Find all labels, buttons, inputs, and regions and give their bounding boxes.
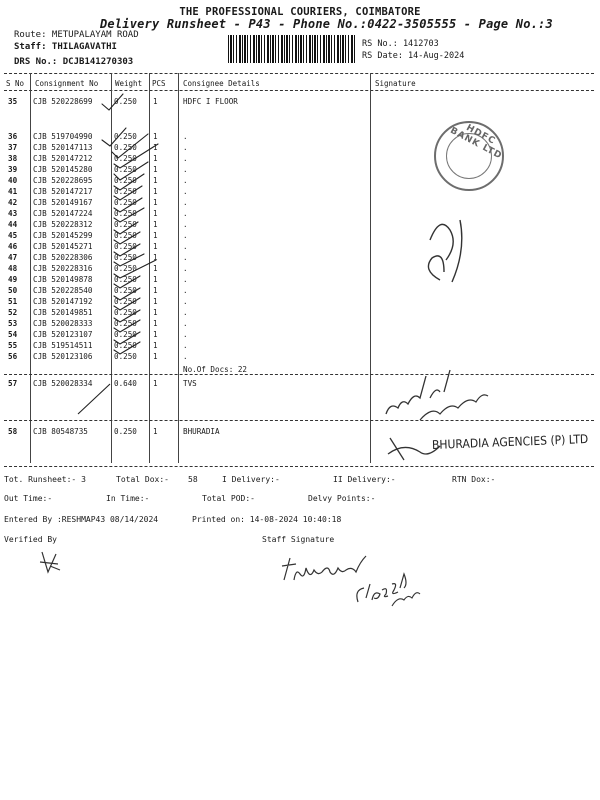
- check-icon: [114, 332, 140, 344]
- col-header-pcs: PCS: [152, 79, 166, 88]
- in-time: In Time:-: [106, 494, 150, 503]
- row-consignment: CJB 520145299: [33, 231, 93, 240]
- row-details: .: [183, 209, 188, 218]
- check-icon: [114, 244, 140, 256]
- header-bottom-rule: [4, 90, 594, 91]
- row-sno: 53: [8, 319, 18, 328]
- row-pcs: 1: [153, 176, 158, 185]
- col-header-weight: Weight: [115, 79, 143, 88]
- row-sno: 46: [8, 242, 18, 251]
- row-sno: 40: [8, 176, 18, 185]
- row-pcs: 1: [153, 427, 158, 436]
- route-label: Route: METUPALAYAM ROAD: [14, 30, 139, 40]
- hdfc-signature: [410, 210, 480, 290]
- row-sno: 37: [8, 143, 18, 152]
- row-weight: 0.250: [114, 242, 137, 251]
- row-pcs: 1: [153, 330, 158, 339]
- row-consignment: CJB 520149167: [33, 198, 93, 207]
- row-consignment: CJB 520228695: [33, 176, 93, 185]
- row-details: .: [183, 297, 188, 306]
- group-rule: [4, 374, 594, 375]
- row-consignment: CJB 520147192: [33, 297, 93, 306]
- row-details: .: [183, 220, 188, 229]
- row-pcs: 1: [153, 275, 158, 284]
- bank-stamp-text: HDFC BANK LTD: [448, 123, 504, 162]
- row-pcs: 1: [153, 352, 158, 361]
- row-details: .: [183, 242, 188, 251]
- check-icon: [114, 222, 138, 234]
- check-icon: [102, 128, 126, 146]
- printed-on: Printed on: 14-08-2024 10:40:18: [192, 515, 342, 524]
- row-details: .: [183, 198, 188, 207]
- runsheet-subtitle: Delivery Runsheet - P43 - Phone No.:0422-3505555 - Page No.:3: [100, 17, 553, 31]
- bhuradia-signature: [384, 432, 444, 466]
- row-pcs: 1: [153, 231, 158, 240]
- row-consignment: CJB 520228306: [33, 253, 93, 262]
- table-bottom-rule: [4, 466, 594, 467]
- row-sno: 58: [8, 427, 18, 436]
- row-sno: 49: [8, 275, 18, 284]
- row-details: .: [183, 352, 188, 361]
- total-dox-value: 58: [188, 475, 198, 484]
- row-sno: 57: [8, 379, 18, 388]
- row-details: .: [183, 253, 188, 262]
- verified-by: Verified By: [4, 535, 57, 544]
- tvs-tick: [70, 380, 130, 420]
- check-icon: [102, 94, 123, 110]
- row-details: .: [183, 319, 188, 328]
- row-sno: 56: [8, 352, 18, 361]
- row-consignment: CJB 520147224: [33, 209, 93, 218]
- row-pcs: 1: [153, 319, 158, 328]
- row-pcs: 1: [153, 97, 158, 106]
- row-details: .: [183, 132, 188, 141]
- row-sno: 51: [8, 297, 18, 306]
- row-details: .: [183, 165, 188, 174]
- check-icon: [114, 186, 142, 200]
- drs-number: DRS No.: DCJB141270303: [14, 57, 134, 67]
- col-divider: [178, 73, 179, 463]
- row-pcs: 1: [153, 286, 158, 295]
- row-weight: 0.250: [114, 341, 137, 350]
- row-weight: 0.250: [114, 231, 137, 240]
- row-consignment: CJB 520228540: [33, 286, 93, 295]
- check-icon: [114, 254, 144, 266]
- row-weight: 0.250: [114, 187, 137, 196]
- row-weight: 0.250: [114, 143, 137, 152]
- docs-count: No.Of Docs: 22: [183, 365, 248, 374]
- row-weight: 0.250: [114, 297, 137, 306]
- tot-runsheet: Tot. Runsheet:- 3: [4, 475, 86, 484]
- staff-label: Staff: THILAGAVATHI: [14, 42, 117, 52]
- row-pcs: 1: [153, 187, 158, 196]
- closed-note: [352, 560, 422, 610]
- col-header-signature: Signature: [375, 79, 416, 88]
- check-icon: [114, 298, 140, 310]
- total-pod: Total POD:-: [202, 494, 255, 503]
- row-sno: 36: [8, 132, 18, 141]
- col-header-sno: S No: [6, 79, 25, 88]
- row-weight: 0.250: [114, 253, 137, 262]
- staff-signature-label: Staff Signature: [262, 535, 335, 544]
- check-icon: [114, 288, 140, 300]
- row-weight: 0.250: [114, 165, 137, 174]
- row-details: .: [183, 286, 188, 295]
- row-consignment: CJB 520145271: [33, 242, 93, 251]
- row-sno: 48: [8, 264, 18, 273]
- row-details: .: [183, 187, 188, 196]
- row-pcs: 1: [153, 165, 158, 174]
- row-sno: 52: [8, 308, 18, 317]
- row-consignment: CJB 80548735: [33, 427, 88, 436]
- row-sno: 47: [8, 253, 18, 262]
- tick-marks: [78, 92, 178, 362]
- row-weight: 0.250: [114, 330, 137, 339]
- check-icon: [78, 384, 110, 414]
- row-weight: 0.250: [114, 264, 137, 273]
- table-top-rule: [4, 73, 594, 74]
- row-consignment: CJB 520147113: [33, 143, 93, 152]
- row-sno: 35: [8, 97, 18, 106]
- row-consignment: CJB 520147217: [33, 187, 93, 196]
- row-details: .: [183, 154, 188, 163]
- entered-by: Entered By :RESHMAP43 08/14/2024: [4, 515, 159, 524]
- tvs-handwriting: [380, 362, 490, 422]
- rs-number: RS No.: 1412703: [362, 39, 439, 49]
- row-sno: 39: [8, 165, 18, 174]
- row-weight: 0.250: [114, 319, 137, 328]
- row-pcs: 1: [153, 154, 158, 163]
- row-details: TVS: [183, 379, 197, 388]
- row-pcs: 1: [153, 341, 158, 350]
- verifier-signature: [36, 548, 66, 576]
- check-icon: [114, 232, 140, 244]
- out-time: Out Time:-: [4, 494, 53, 503]
- check-icon: [114, 276, 140, 288]
- rtn-dox: RTN Dox:-: [452, 475, 496, 484]
- row-sno: 45: [8, 231, 18, 240]
- row-details: .: [183, 341, 188, 350]
- row-details: .: [183, 275, 188, 284]
- row-details: HDFC I FLOOR: [183, 97, 238, 106]
- check-icon: [114, 198, 142, 212]
- row-weight: 0.250: [114, 427, 137, 436]
- row-pcs: 1: [153, 143, 158, 152]
- bank-stamp: [434, 121, 504, 191]
- row-details: .: [183, 330, 188, 339]
- row-weight: 0.250: [114, 132, 137, 141]
- row-weight: 0.250: [114, 275, 137, 284]
- row-consignment: CJB 520123106: [33, 352, 93, 361]
- row-consignment: CJB 520228699: [33, 97, 93, 106]
- row-pcs: 1: [153, 308, 158, 317]
- i-delivery: I Delivery:-: [222, 475, 280, 484]
- total-dox-label: Total Dox:-: [116, 475, 169, 484]
- row-pcs: 1: [153, 297, 158, 306]
- col-divider: [30, 73, 31, 463]
- row-pcs: 1: [153, 132, 158, 141]
- row-consignment: CJB 519704990: [33, 132, 93, 141]
- row-weight: 0.250: [114, 209, 137, 218]
- row-pcs: 1: [153, 209, 158, 218]
- agency-stamp: BHURADIA AGENCIES (P) LTD: [431, 431, 589, 452]
- row-weight: 0.250: [114, 308, 137, 317]
- barcode: [228, 35, 356, 63]
- row-consignment: CJB 520028333: [33, 319, 93, 328]
- row-consignment: CJB 520149851: [33, 308, 93, 317]
- row-consignment: CJB 520028334: [33, 379, 93, 388]
- row-consignment: CJB 519514511: [33, 341, 93, 350]
- row-weight: 0.250: [114, 198, 137, 207]
- col-header-consignment: Consignment No: [35, 79, 99, 88]
- row-weight: 0.250: [114, 286, 137, 295]
- row-consignment: CJB 520145280: [33, 165, 93, 174]
- rs-date: RS Date: 14-Aug-2024: [362, 51, 465, 61]
- check-icon: [114, 162, 148, 180]
- ii-delivery: II Delivery:-: [333, 475, 396, 484]
- check-icon: [114, 310, 140, 322]
- check-icon: [114, 320, 140, 332]
- company-title: THE PROFESSIONAL COURIERS, COIMBATORE: [179, 6, 421, 18]
- row-weight: 0.250: [114, 176, 137, 185]
- delvy-points: Delvy Points:-: [308, 494, 376, 503]
- row-consignment: CJB 520147212: [33, 154, 93, 163]
- row-sno: 42: [8, 198, 18, 207]
- row-pcs: 1: [153, 253, 158, 262]
- row-sno: 50: [8, 286, 18, 295]
- col-divider: [370, 73, 371, 463]
- row-details: .: [183, 308, 188, 317]
- row-pcs: 1: [153, 379, 158, 388]
- row-details: BHURADIA: [183, 427, 220, 436]
- row-pcs: 1: [153, 264, 158, 273]
- row-weight: 0.250: [114, 97, 137, 106]
- row-consignment: CJB 520123107: [33, 330, 93, 339]
- row-sno: 44: [8, 220, 18, 229]
- row-sno: 43: [8, 209, 18, 218]
- check-icon: [114, 208, 144, 222]
- row-details: .: [183, 143, 188, 152]
- row-consignment: CJB 520149878: [33, 275, 93, 284]
- row-pcs: 1: [153, 242, 158, 251]
- row-details: .: [183, 231, 188, 240]
- col-header-details: Consignee Details: [183, 79, 260, 88]
- row-weight: 0.250: [114, 154, 137, 163]
- group-rule: [4, 420, 594, 421]
- row-consignment: CJB 520228312: [33, 220, 93, 229]
- row-weight: 0.640: [114, 379, 137, 388]
- row-pcs: 1: [153, 198, 158, 207]
- row-consignment: CJB 520228316: [33, 264, 93, 273]
- row-details: .: [183, 264, 188, 273]
- row-sno: 54: [8, 330, 18, 339]
- check-icon: [114, 260, 156, 278]
- row-pcs: 1: [153, 220, 158, 229]
- row-sno: 38: [8, 154, 18, 163]
- row-weight: 0.250: [114, 220, 137, 229]
- check-icon: [114, 342, 140, 354]
- row-sno: 41: [8, 187, 18, 196]
- row-details: .: [183, 176, 188, 185]
- row-sno: 55: [8, 341, 18, 350]
- row-weight: 0.250: [114, 352, 137, 361]
